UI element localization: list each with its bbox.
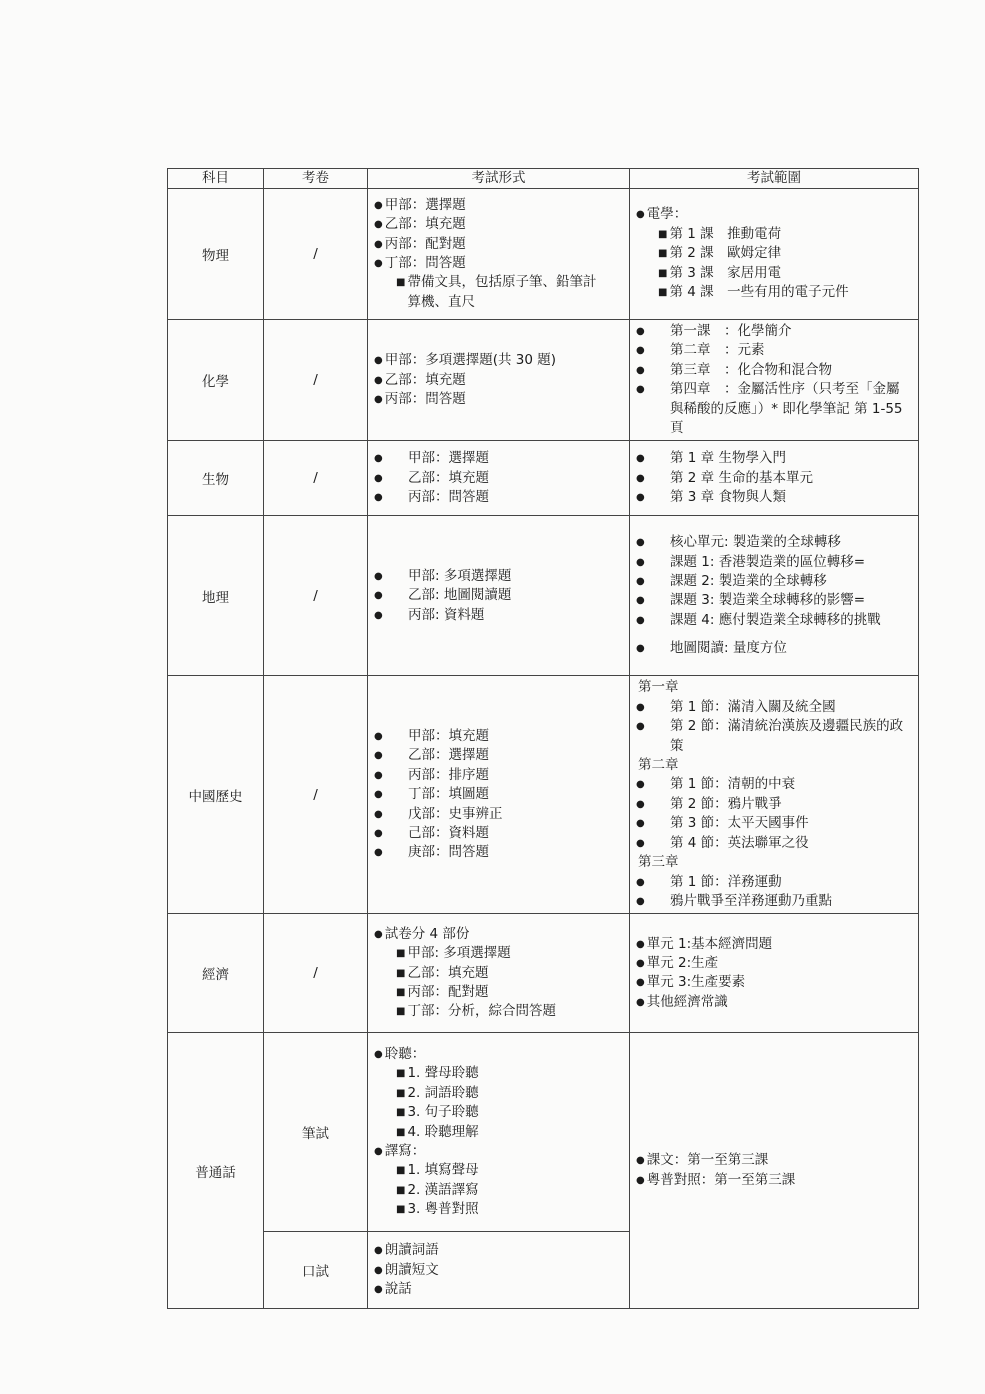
list-item: ● 課題 3: 製造業全球轉移的影響= — [636, 592, 866, 609]
list-item: ● 乙部：選擇題 — [374, 747, 489, 764]
paper-physics: / — [264, 189, 368, 320]
header-scope: 考試範圍 — [630, 169, 919, 189]
list-item: ● 乙部：填充題 — [374, 371, 466, 388]
list-item: ● 第 1 節：洋務運動 — [636, 873, 782, 890]
list-item: ● 朗讀詞語 — [374, 1242, 439, 1259]
list-item: ● 庚部：問答題 — [374, 844, 489, 861]
paper-putonghua-written: 筆試 — [264, 1033, 368, 1232]
list-item: ● 第 2 章 生命的基本單元 — [636, 469, 813, 486]
list-item: ■ 丁部：分析，綜合問答題 — [396, 1003, 556, 1020]
format-physics — [368, 189, 630, 320]
list-item: ● 第 3 章 食物與人類 — [636, 489, 786, 506]
list-item: ● 說話 — [374, 1281, 412, 1298]
list-item: ● 課題 2: 製造業的全球轉移 — [636, 573, 827, 590]
exam-table — [167, 168, 919, 1309]
list-item: ● 丙部：排序題 — [374, 766, 489, 783]
paper-biology: / — [264, 441, 368, 516]
list-item: ● 第一課 ：化學簡介 — [636, 323, 792, 339]
list-item: ● 乙部：填充題 — [374, 469, 489, 486]
list-item: ● 核心單元: 製造業的全球轉移 — [636, 534, 841, 551]
header-subject: 科目 — [168, 169, 264, 189]
list-item: ● 電學： — [636, 206, 688, 223]
list-item: ● 朗讀短文 — [374, 1261, 439, 1278]
row-chinese-history — [168, 676, 919, 914]
scope-putonghua — [630, 1033, 919, 1309]
list-item: ● 第 3 節：太平天國事件 — [636, 815, 809, 832]
format-putonghua-written — [368, 1033, 630, 1232]
paper-economics: / — [264, 914, 368, 1033]
list-item: ● 乙部: 地圖閱讀題 — [374, 587, 512, 604]
list-item: ● 丁部：填圖題 — [374, 786, 489, 803]
list-item: ● 譯寫： — [374, 1143, 426, 1160]
list-item: ● 第 2 節：滿清統治漢族及邊疆民族的政策 — [636, 718, 904, 754]
paper-geography: / — [264, 516, 368, 676]
list-item: ● 第四章 ：金屬活性序（只考至「金屬與稀酸的反應」）* 即化學筆記 第 1-55 頁 — [636, 381, 903, 437]
list-item: ● 聆聽： — [374, 1045, 426, 1062]
list-item: ● 第 4 節：英法聯軍之役 — [636, 834, 809, 851]
subject-putonghua: 普通話 — [168, 1033, 264, 1309]
scope-geography — [630, 516, 919, 676]
list-item: ■ 1. 聲母聆聽 — [396, 1065, 479, 1082]
list-item: ■ 2. 詞語聆聽 — [396, 1084, 479, 1101]
list-item: ■ 第 4 課 一些有用的電子元件 — [658, 284, 849, 301]
list-item: ● 丁部：問答題 — [374, 255, 466, 271]
list-item: ■ 帶備文具，包括原子筆、鉛筆計算機、直尺 — [396, 274, 597, 310]
list-item: ● 己部：資料題 — [374, 824, 489, 841]
paper-chemistry: / — [264, 320, 368, 441]
subject-chinese-history: 中國歷史 — [168, 676, 264, 914]
list-item: ● 乙部：填充題 — [374, 216, 466, 233]
list-item: ● 試卷分 4 部份 — [374, 925, 470, 942]
row-economics — [168, 914, 919, 1033]
list-item: ● 課文：第一至第三課 — [636, 1152, 769, 1169]
list-item: ● 戊部：史事辨正 — [374, 805, 503, 822]
list-item: ■ 第 1 課 推動電荷 — [658, 225, 782, 242]
row-biology — [168, 441, 919, 516]
paper-putonghua-oral: 口試 — [264, 1232, 368, 1309]
list-item: ● 地圖閱讀: 量度方位 — [636, 640, 787, 657]
list-item: ● 單元 1:基本經濟問題 — [636, 935, 773, 952]
list-item: ■ 丙部：配對題 — [396, 984, 489, 1001]
list-item: ● 課題 1: 香港製造業的區位轉移= — [636, 553, 866, 570]
list-item: ● 丙部：問答題 — [374, 489, 489, 506]
list-item: ● 鴉片戰爭至洋務運動乃重點 — [636, 892, 832, 909]
format-biology — [368, 441, 630, 516]
scope-chemistry — [630, 320, 919, 441]
list-item: ● 課題 4: 應付製造業全球轉移的挑戰 — [636, 611, 881, 628]
list-item: ● 甲部：填充題 — [374, 727, 489, 744]
list-item: ● 丙部: 資料題 — [374, 606, 485, 623]
format-economics — [368, 914, 630, 1033]
list-item: ● 甲部: 多項選擇題 — [374, 567, 512, 584]
row-chemistry — [168, 320, 919, 441]
list-item: ● 單元 3:生產要素 — [636, 974, 746, 991]
subject-geography: 地理 — [168, 516, 264, 676]
list-item: ● 甲部：選擇題 — [374, 196, 466, 213]
subject-economics: 經濟 — [168, 914, 264, 1033]
list-item: ■ 1. 填寫聲母 — [396, 1162, 479, 1179]
subject-physics: 物理 — [168, 189, 264, 320]
scope-biology — [630, 441, 919, 516]
row-physics — [168, 189, 919, 320]
list-item: ■ 第 3 課 家居用電 — [658, 264, 782, 281]
list-item: ■ 3. 粵普對照 — [396, 1201, 479, 1218]
list-item: ● 第 1 節：清朝的中衰 — [636, 776, 796, 793]
format-chinese-history — [368, 676, 630, 914]
list-item: ● 第三章 ：化合物和混合物 — [636, 361, 832, 378]
header-paper: 考卷 — [264, 169, 368, 189]
format-putonghua-oral — [368, 1232, 630, 1309]
row-putonghua-written — [168, 1033, 919, 1232]
scope-physics — [630, 189, 919, 320]
header-row — [168, 169, 919, 189]
chapter-heading: 第二章 — [638, 757, 679, 774]
list-item: ■ 4. 聆聽理解 — [396, 1123, 479, 1140]
list-item: ■ 甲部: 多項選擇題 — [396, 945, 511, 962]
list-item: ● 第 1 章 生物學入門 — [636, 450, 786, 467]
list-item: ● 第 2 節：鴉片戰爭 — [636, 795, 782, 812]
list-item: ■ 乙部：填充題 — [396, 964, 489, 981]
format-geography — [368, 516, 630, 676]
list-item: ● 其他經濟常識 — [636, 993, 728, 1010]
scope-economics — [630, 914, 919, 1033]
row-geography — [168, 516, 919, 676]
list-item: ● 第 1 節：滿清入關及統全國 — [636, 698, 836, 715]
header-format: 考試形式 — [368, 169, 630, 189]
subject-chemistry: 化學 — [168, 320, 264, 441]
list-item: ● 丙部：問答題 — [374, 390, 466, 407]
list-item: ■ 2. 漢語譯寫 — [396, 1181, 479, 1198]
chapter-heading: 第三章 — [638, 854, 679, 871]
list-item: ● 甲部：多項選擇題(共 30 題) — [374, 352, 557, 369]
format-chemistry — [368, 320, 630, 441]
list-item: ■ 3. 句子聆聽 — [396, 1104, 479, 1121]
list-item: ● 丙部：配對題 — [374, 235, 466, 252]
list-item: ● 第二章 ：元素 — [636, 342, 765, 359]
paper-chinese-history: / — [264, 676, 368, 914]
scope-chinese-history — [630, 676, 919, 914]
chapter-heading: 第一章 — [638, 679, 679, 696]
list-item: ● 單元 2:生產 — [636, 954, 719, 971]
list-item: ■ 第 2 課 歐姆定律 — [658, 245, 782, 262]
list-item: ● 粵普對照：第一至第三課 — [636, 1171, 796, 1188]
subject-biology: 生物 — [168, 441, 264, 516]
list-item: ● 甲部：選擇題 — [374, 450, 489, 467]
